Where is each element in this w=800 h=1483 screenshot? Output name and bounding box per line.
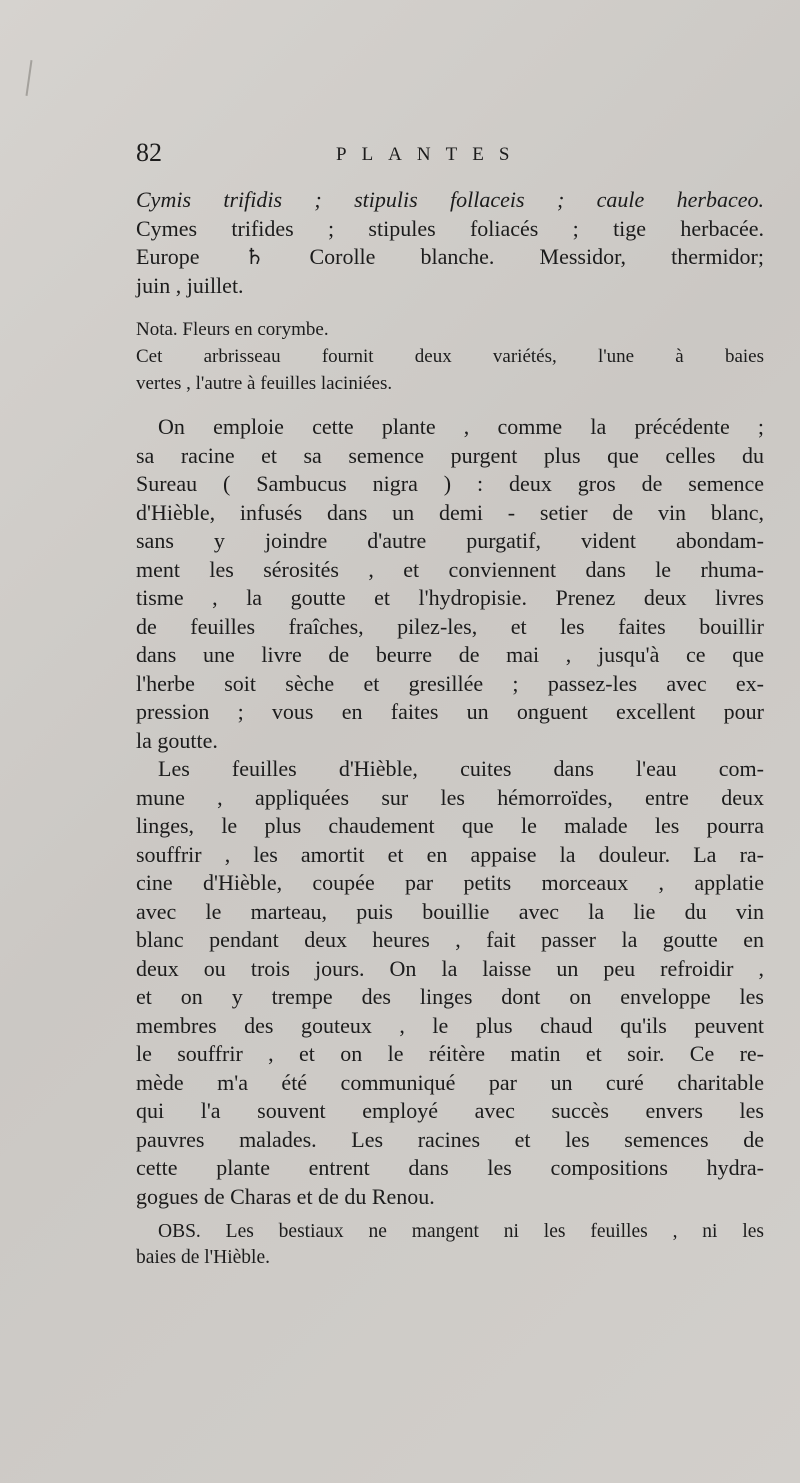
paragraph-line: mune , appliquées sur les hémorroïdes, entre deux	[136, 784, 764, 810]
paragraph-line: l'herbe soit sèche et gresillée ; passez-les avec ex-	[136, 670, 764, 696]
paragraph-line: souffrir , les amortit et en appaise la douleur. La ra-	[136, 841, 764, 867]
paragraph-line: Les feuilles d'Hièble, cuites dans l'eau com-	[158, 756, 764, 781]
paragraph-line: qui l'a souvent employé avec succès envers les	[136, 1098, 764, 1123]
paragraph-line: d'Hièble, infusés dans un demi - setier de vin blanc,	[136, 499, 764, 525]
paragraph-line: deux ou trois jours. On la laisse un peu refroidir ,	[136, 955, 764, 981]
description-line: juin , juillet.	[136, 272, 244, 298]
paragraph-line: de feuilles fraîches, pilez-les, et les faites bouillir	[136, 613, 764, 639]
nota-line: Nota. Fleurs en corymbe.	[136, 319, 329, 340]
page-body	[136, 186, 764, 1271]
paragraph-line: sa racine et sa semence purgent plus que celles du	[136, 442, 764, 468]
paragraph-line: dans une livre de beurre de mai , jusqu'à ce que	[136, 642, 764, 667]
paragraph-line: pression ; vous en faites un onguent excellent pour	[136, 699, 764, 724]
paragraph-line: linges, le plus chaudement que le malade les pourra	[136, 813, 764, 838]
paragraph-line: gogues de Charas et de du Renou.	[136, 1183, 435, 1209]
paragraph-line: ment les sérosités , et conviennent dans le rhuma-	[136, 556, 764, 582]
paragraph-remedy	[136, 755, 764, 1211]
paragraph-line: membres des gouteux , le plus chaud qu'ils peuvent	[136, 1012, 764, 1038]
paper-mark	[26, 60, 33, 96]
paragraph-line: la goutte.	[136, 727, 218, 753]
observation-line: OBS. Les bestiaux ne mangent ni les feuilles , ni les	[158, 1221, 764, 1242]
running-head: PLANTES	[336, 144, 525, 165]
nota-line: Cet arbrisseau fournit deux variétés, l'une à baies	[136, 346, 764, 367]
page-number: 82	[136, 138, 162, 167]
paragraph-line: cine d'Hièble, coupée par petits morceaux , applatie	[136, 870, 764, 895]
paragraph-usage	[136, 413, 764, 755]
description-line: Cymes trifides ; stipules foliacés ; tige herbacée.	[136, 215, 764, 241]
paragraph-line: cette plante entrent dans les compositions hydra-	[136, 1155, 764, 1180]
paragraph-line: Sureau ( Sambucus nigra ) : deux gros de semence	[136, 471, 764, 496]
paragraph-line: mède m'a été communiqué par un curé charitable	[136, 1069, 764, 1095]
page-header	[136, 138, 776, 178]
paragraph-line: le souffrir , et on le réitère matin et soir. Ce re-	[136, 1041, 764, 1066]
paragraph-line: avec le marteau, puis bouillie avec la lie du vin	[136, 898, 764, 924]
description-line: Europe ♄ Corolle blanche. Messidor, thermidor;	[136, 244, 764, 269]
latin-description: Cymis trifidis ; stipulis follaceis ; caule herbaceo.	[136, 187, 764, 212]
observation-line: baies de l'Hièble.	[136, 1247, 271, 1268]
paragraph-line: et on y trempe des linges dont on enveloppe les	[136, 984, 764, 1009]
paragraph-line: tisme , la goutte et l'hydropisie. Prenez deux livres	[136, 585, 764, 610]
paragraph-line: blanc pendant deux heures , fait passer la goutte en	[136, 927, 764, 952]
paragraph-line: On emploie cette plante , comme la précédente ;	[158, 414, 764, 439]
paragraph-line: pauvres malades. Les racines et les semences de	[136, 1126, 764, 1152]
paragraph-line: sans y joindre d'autre purgatif, vident abondam-	[136, 528, 764, 553]
nota-line: vertes , l'autre à feuilles laciniées.	[136, 373, 393, 394]
